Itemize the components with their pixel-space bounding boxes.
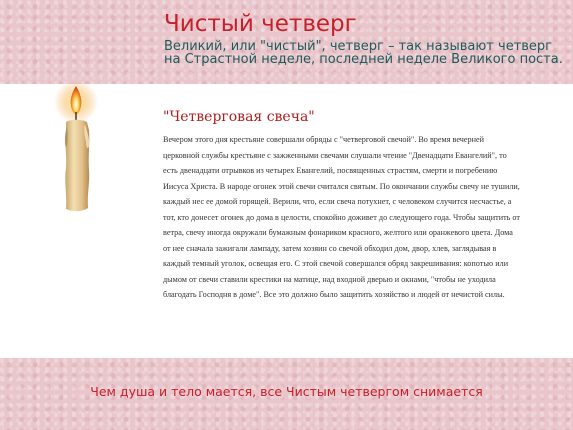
footer-banner — [0, 358, 573, 430]
article-heading: "Четверговая свеча" — [163, 109, 315, 125]
footer-proverb: Чем душа и тело мается, все Чистым четвергом снимается — [90, 384, 483, 399]
header-banner — [0, 0, 573, 84]
candle-icon — [52, 82, 112, 214]
page-subtitle: Великий, или "чистый", четверг – так называют четверг на Страстной неделе, последней неделе Великого поста. — [164, 39, 563, 67]
article-body: Вечером этого дня крестьяне совершали обряды с "четверговой свечой". Во время вечерней церковной службы крестьяне с зажженными свечами слушали чтение "Двенадцати Евангелий", то есть двенадцати отрывков из четырех Евангелий, посвященных страстям, смерти и погребению Иисуса Христа. В народе огонек этой свечи считался святым. По окончании службы свечу не тушили, каждый нес ее домой горящей. Верили, что, если свеча потухнет, с человеком случится несчастье, а тот, кто донесет огонек до дома в целости, спокойно доживет до следующего года. Чтобы защитить от ветра, свечу иногда окружали бумажным фонариком красного, желтого или оранжевого цвета. Дома от нее сначала зажигали лампаду, затем хозяин со свечой обходил дом, двор, хлев, заглядывая в каждый темный уголок, освещая его. С этой свечой совершался обряд закрешивания: копотью или дымом от свечи ставили крестики на матице, над входной дверью и окнами, "чтобы не уходила благодать Господня в доме". Все это должно было защитить хозяйство и людей от нечистой силы. — [163, 135, 520, 299]
candle-illustration — [52, 82, 112, 214]
page-title: Чистый четверг — [164, 11, 357, 37]
